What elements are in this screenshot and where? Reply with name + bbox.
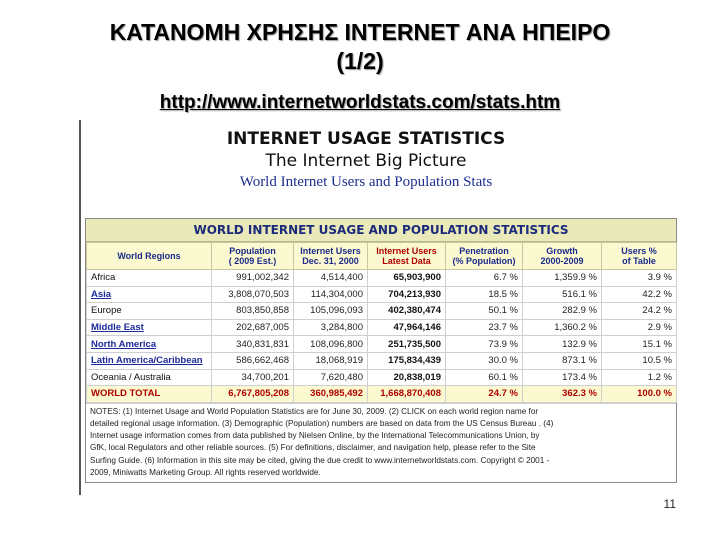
share-cell: 100.0 % (602, 386, 677, 403)
users-latest-cell: 65,903,900 (368, 270, 446, 287)
table-row (87, 286, 677, 303)
table-title: WORLD INTERNET USAGE AND POPULATION STATISTICS (86, 219, 676, 242)
users-2000-cell: 7,620,480 (294, 369, 368, 386)
population-cell: 991,002,342 (212, 270, 294, 287)
growth-cell: 516.1 % (523, 286, 602, 303)
table-row (87, 336, 677, 353)
users-2000-cell: 105,096,093 (294, 303, 368, 320)
users-2000-cell: 18,068,919 (294, 352, 368, 369)
region-link-latin-america[interactable]: Latin America/Caribbean (87, 352, 212, 369)
users-2000-cell: 4,514,400 (294, 270, 368, 287)
table-header-row (87, 243, 677, 270)
share-cell: 1.2 % (602, 369, 677, 386)
growth-cell: 362.3 % (523, 386, 602, 403)
share-cell: 10.5 % (602, 352, 677, 369)
penetration-cell: 60.1 % (446, 369, 523, 386)
column-header: Internet Users Dec. 31, 2000 (294, 243, 368, 270)
table-notes (86, 403, 676, 482)
column-header: Penetration (% Population) (446, 243, 523, 270)
share-cell: 2.9 % (602, 319, 677, 336)
table-total-row (87, 386, 677, 403)
users-latest-cell: 704,213,930 (368, 286, 446, 303)
users-latest-cell: 251,735,500 (368, 336, 446, 353)
growth-cell: 1,359.9 % (523, 270, 602, 287)
population-cell: 340,831,831 (212, 336, 294, 353)
slide-title (20, 18, 700, 76)
table-row (87, 270, 677, 287)
users-latest-cell: 402,380,474 (368, 303, 446, 320)
table-row (87, 352, 677, 369)
screenshot-heading-3: World Internet Users and Population Stats (239, 174, 493, 190)
users-latest-cell: 175,834,439 (368, 352, 446, 369)
growth-cell: 282.9 % (523, 303, 602, 320)
region-link-asia[interactable]: Asia (87, 286, 212, 303)
column-header: Growth 2000-2009 (523, 243, 602, 270)
notes-line: NOTES: (1) Internet Usage and World Population Statistics are for June 30, 2009. (2) CLICK on each world region name for (90, 406, 539, 416)
penetration-cell: 23.7 % (446, 319, 523, 336)
users-2000-cell: 3,284,800 (294, 319, 368, 336)
penetration-cell: 6.7 % (446, 270, 523, 287)
penetration-cell: 50.1 % (446, 303, 523, 320)
penetration-cell: 73.9 % (446, 336, 523, 353)
users-latest-cell: 1,668,870,408 (368, 386, 446, 403)
users-2000-cell: 360,985,492 (294, 386, 368, 403)
table-row (87, 369, 677, 386)
users-2000-cell: 114,304,000 (294, 286, 368, 303)
growth-cell: 873.1 % (523, 352, 602, 369)
table-row (87, 303, 677, 320)
total-label: WORLD TOTAL (87, 386, 212, 403)
population-cell: 3,808,070,503 (212, 286, 294, 303)
region-cell: Oceania / Australia (87, 369, 212, 386)
notes-line: Surfing Guide. (6) Information in this site may be cited, giving the due credit to www.internetworldstats.com. Copyright © 2001 - (90, 455, 550, 465)
share-cell: 42.2 % (602, 286, 677, 303)
table-row (87, 319, 677, 336)
column-header: Users % of Table (602, 243, 677, 270)
column-header: World Regions (87, 243, 212, 270)
screenshot-heading-2: The Internet Big Picture (265, 151, 467, 171)
divider-line (79, 120, 81, 495)
population-cell: 803,850,858 (212, 303, 294, 320)
penetration-cell: 30.0 % (446, 352, 523, 369)
screenshot-heading-1: INTERNET USAGE STATISTICS (226, 129, 506, 149)
notes-line: detailed regional usage information. (3) Demographic (Population) numbers are based on data from the US Census Bureau . (4) (90, 418, 554, 428)
usage-statistics-table (85, 218, 677, 483)
users-2000-cell: 108,096,800 (294, 336, 368, 353)
page-number: 11 (663, 497, 676, 511)
population-cell: 586,662,468 (212, 352, 294, 369)
share-cell: 15.1 % (602, 336, 677, 353)
notes-line: Internet usage information comes from data published by Nielsen Online, by the International Telecommunications Union, by (90, 431, 540, 441)
source-url-link[interactable]: http://www.internetworldstats.com/stats.htm (159, 92, 561, 113)
notes-line: GfK, local Regulators and other reliable sources. (5) For definitions, disclaimer, and navigation help, please refer to the Site (90, 443, 536, 453)
growth-cell: 173.4 % (523, 369, 602, 386)
growth-cell: 132.9 % (523, 336, 602, 353)
slide-title-line2: (1/2) (336, 48, 384, 74)
region-cell: Europe (87, 303, 212, 320)
growth-cell: 1,360.2 % (523, 319, 602, 336)
population-cell: 202,687,005 (212, 319, 294, 336)
notes-line: 2009, Miniwatts Marketing Group. All rights reserved worldwide. (90, 467, 321, 477)
region-link-north-america[interactable]: North America (87, 336, 212, 353)
population-cell: 34,700,201 (212, 369, 294, 386)
population-cell: 6,767,805,208 (212, 386, 294, 403)
share-cell: 24.2 % (602, 303, 677, 320)
share-cell: 3.9 % (602, 270, 677, 287)
column-header: Internet Users Latest Data (368, 243, 446, 270)
penetration-cell: 18.5 % (446, 286, 523, 303)
users-latest-cell: 20,838,019 (368, 369, 446, 386)
column-header: Population ( 2009 Est.) (212, 243, 294, 270)
region-link-middle-east[interactable]: Middle East (87, 319, 212, 336)
users-latest-cell: 47,964,146 (368, 319, 446, 336)
region-cell: Africa (87, 270, 212, 287)
penetration-cell: 24.7 % (446, 386, 523, 403)
slide-title-line1: ΚΑΤΑΝΟΜΗ ΧΡΗΣΗΣ INTERNET ΑΝΑ ΗΠΕΙΡΟ (109, 19, 611, 45)
